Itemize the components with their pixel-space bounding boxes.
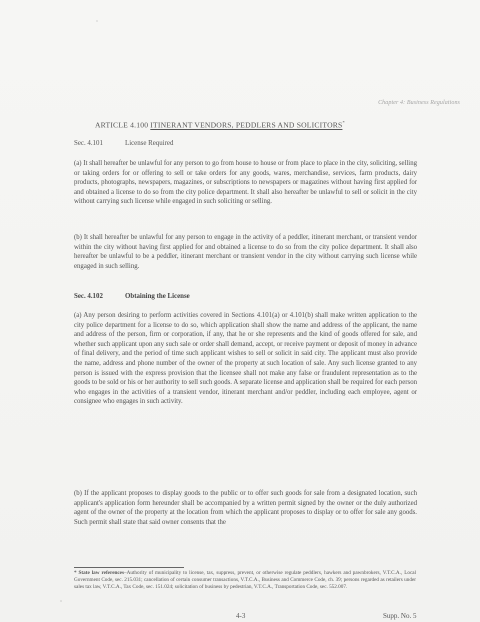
section-number: Sec. 4.102	[74, 293, 103, 300]
section-title: Obtaining the License	[125, 293, 190, 300]
section-title: License Required	[125, 140, 174, 147]
footnote-rule	[74, 567, 184, 568]
scan-speck	[96, 20, 98, 22]
footnote-mark: *	[342, 120, 345, 125]
section-heading-4-101	[74, 140, 174, 147]
footnote-text: –Authority of municipality to license, tax, suppress, prevent, or otherwise regulate peddlers, hawkers and pawnbrokers, V.T.C.A., Local Government Code, sec. 215.031; cancellation of certain consumer transactions, V.T.C.A., Business and Commerce Code, ch. 39; persons regarded as retailers under sales tax law, V.T.C.A., Tax Code, sec. 151.024; solicitation of business by pedestrian, V.T.C.A., Transportation Code, sec. 552.007.	[74, 570, 417, 591]
supplement-number: Supp. No. 5	[383, 612, 417, 620]
section-4-101-paragraph-b: (b) It shall hereafter be unlawful for any person to engage in the activity of a peddler, itinerant merchant, or transient vendor within the city without having first applied for and obtained a license to do so from the city police department. It shall also hereafter be unlawful to be a peddler, itinerant merchant or transient vendor in the city without carrying such license while engaged in such selling.	[74, 234, 417, 270]
section-heading-4-102	[74, 293, 190, 300]
section-4-101-paragraph-a: (a) It shall hereafter be unlawful for any person to go from house to house or from place to place in the city, soliciting, selling or taking orders for or offering to sell or take orders for any goods, wares, merchandise, services, farm products, dairy products, photographs, newspapers, magazines, or subscriptions to newspapers or magazines without having first applied for and obtained a license to do so from the city police department. It shall also hereafter be unlawful to sell or solicit in the city without carrying such license while engaged in such soliciting or selling.	[74, 160, 417, 206]
running-head: Chapter 4: Business Regulations	[378, 100, 460, 106]
footnote-label: * State law references	[74, 570, 125, 576]
section-4-102-paragraph-b: (b) If the applicant proposes to display goods to the public or to offer such goods for sale from a designated location, such applicant's application form hereunder shall be accompanied by a written permit signed by the owner or the duly authorized agent of the owner of the property at the location from which the applicant proposes to display or to offer for sale any goods. Such permit shall state that said owner consents that the	[74, 490, 417, 526]
article-name: ITINERANT VENDORS, PEDDLERS AND SOLICITORS	[150, 120, 343, 130]
article-title	[95, 120, 345, 130]
page-number: 4-3	[236, 612, 246, 620]
article-prefix: ARTICLE 4.100	[95, 120, 151, 130]
footnote	[74, 570, 416, 592]
section-number: Sec. 4.101	[74, 140, 103, 147]
section-4-102-paragraph-a: (a) Any person desiring to perform activities covered in Sections 4.101(a) or 4.101(b) shall make written application to the city police department for a license to do so, which application shall show the name and address of the applicant, the name and address of the person, firm or corporation, if any, that he or she represents and the kind of goods offered for sale, and whether such applicant upon any such sale or order shall demand, accept, or receive payment or deposit of money in advance of final delivery, and the period of time such applicant wishes to sell or solicit in said city. The applicant must also provide the name, address and phone number of the owner of the property at such location of sale. Any such license granted to any person is issued with the express provision that the licensee shall not make any false or fraudulent representation as to the goods to be sold or his or her authority to sell such goods. A separate license and application shall be required for each person who engages in the activities of a transient vendor, itinerant merchant and/or peddler, including each employee, agent or consignee who engages in such activity.	[74, 312, 417, 406]
scan-speck	[60, 600, 62, 602]
